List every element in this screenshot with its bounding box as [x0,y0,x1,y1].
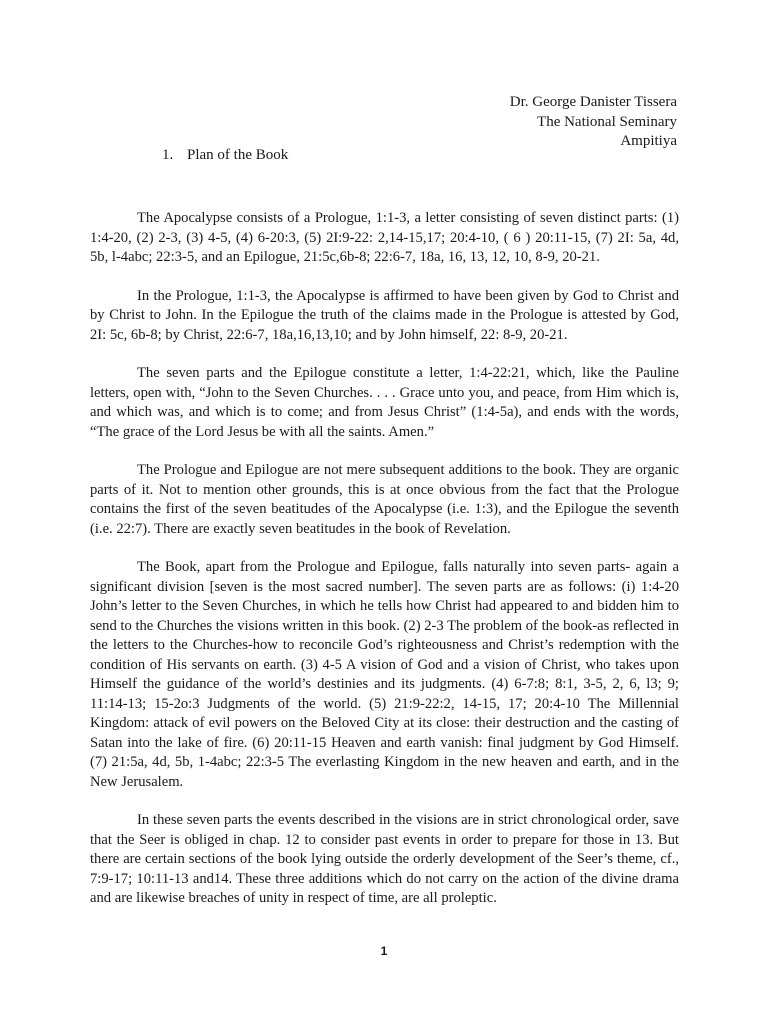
section-heading [162,146,288,166]
author-institution: The National Seminary [537,113,677,130]
author-block [510,93,677,152]
paragraph-prologue: In the Prologue, 1:1-3, the Apocalypse is affirmed to have been given by God to Christ and by Christ to John. In the Epilogue the truth of the claims made in the Prologue is attested by God, 2I: 5c, 6b-8; by Christ, 22:6-7, 18a,16,13,10; and by John himself, 22: 8-9, 20-21. [90,287,679,343]
paragraph-letter: The seven parts and the Epilogue constitute a letter, 1:4-22:21, which, like the Pauline letters, open with, “John to the Seven Churches. . . . Grace unto you, and peace, from Him which is, and which was, and which is to come; and from Jesus Christ” (1:4-5a), and ends with the words, “The grace of the Lord Jesus be with all the saints. Amen.” [90,365,679,440]
page-number: 1 [380,944,388,958]
paragraph-chronology: In these seven parts the events described in the visions are in strict chronological order, save that the Seer is obliged in chap. 12 to consider past events in order to prepare for those in 13. But there are certain sections of the book lying outside the orderly development of the Seer’s theme, cf., 7:9-17; 10:11-13 and14. These three additions which do not carry on the action of the divine drama and are likewise breaches of unity in respect of time, are all proleptic. [90,812,679,906]
paragraph-seven-parts: The Book, apart from the Prologue and Epilogue, falls naturally into seven parts- again a significant division [seven is the most sacred number]. The seven parts are as follows: (i) 1:4-20 John’s letter to the Seven Churches, in which he tells how Christ had appeared to and bidden him to send to the Churches the visions written in this book. (2) 2-3 The problem of the book-as reflected in the letters to the Churches-how to reconcile God’s righteousness and Christ’s redemption with the condition of His servants on earth. (3) 4-5 A vision of God and a vision of Christ, who takes upon Himself the guidance of the world’s destinies and its judgments. (4) 6-7:8; 8:1, 3-5, 2, 6, l3; 9; 11:14-13; 15-2o:3 Judgments of the world. (5) 21:9-22:2, 14-15, 17; 20:4-10 The Millennial Kingdom: attack of evil powers on the Beloved City at its close: their destruction and the casting of Satan into the lake of fire. (6) 20:11-15 Heaven and earth vanish: final judgment by God Himself. (7) 21:5a, 4d, 5b, 1-4abc; 22:3-5 The everlasting Kingdom in the new heaven and earth, and in the New Jerusalem. [90,559,679,790]
author-name: Dr. George Danister Tissera [509,94,677,110]
paragraph-organic-parts: The Prologue and Epilogue are not mere subsequent additions to the book. They are organic parts of it. Not to mention other grounds, this is at once obvious from the fact that the Prologue contains the first of the seven beatitudes of the Apocalypse (i.e. 1:3), and the Epilogue the seventh (i.e. 22:7). There are exactly seven beatitudes in the book of Revelation. [90,462,679,537]
paragraph-structure: The Apocalypse consists of a Prologue, 1:1-3, a letter consisting of seven distinct parts: (1) 1:4-20, (2) 2-3, (3) 4-5, (4) 6-20:3, (5) 2I:9-22: 2,14-15,17; 20:4-10, ( 6 ) 20:11-15, (7) 2I: 5a, 4d, 5b, l-4abc; 22:3-5, and an Epilogue, 21:5c,6b-8; 22:6-7, 18a, 16, 13, 12, 10, 8-9, 20-21. [90,210,679,265]
section-number: 1. [162,147,174,163]
body-text [90,209,679,928]
author-location: Ampitiya [620,133,677,149]
section-title: Plan of the Book [187,147,289,163]
